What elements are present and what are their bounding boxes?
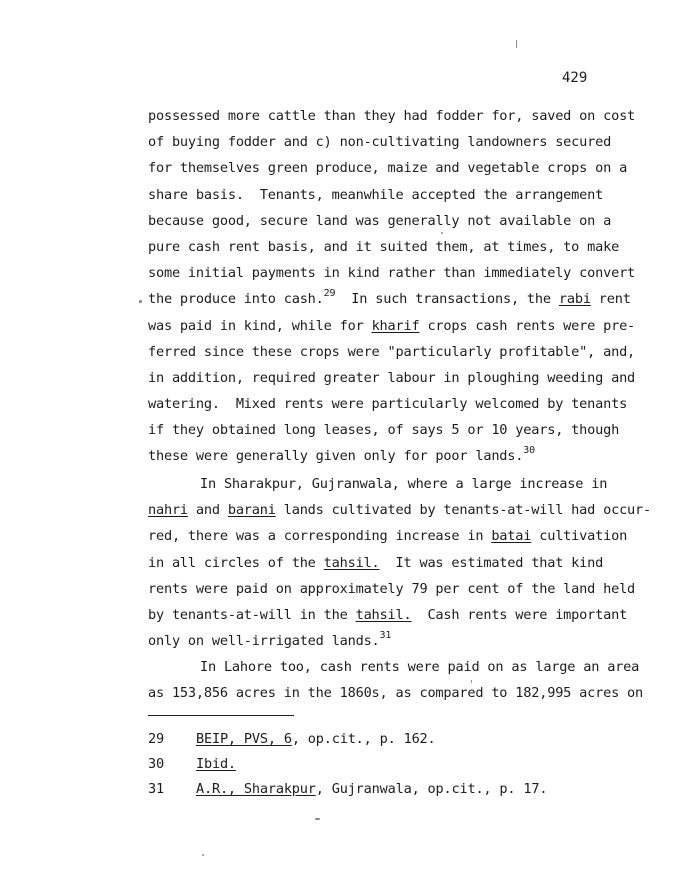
text-line: possessed more cattle than they had fodder for, saved on cost bbox=[148, 108, 636, 124]
text-line: in addition, required greater labour in ploughing weeding and bbox=[148, 369, 636, 386]
footnote-29 bbox=[148, 731, 436, 747]
text-line: if they obtained long leases, of says 5 or 10 years, though bbox=[148, 422, 620, 439]
text-line: some initial payments in kind rather than immediately convert bbox=[148, 265, 636, 282]
text-line: In Sharakpur, Gujranwala, where a large increase in bbox=[200, 476, 608, 492]
footnote-number: 29 bbox=[148, 731, 164, 747]
scan-speck bbox=[315, 818, 320, 820]
term-tahsil: tahsil. bbox=[323, 554, 380, 571]
scan-speck bbox=[139, 300, 142, 303]
text-line: of buying fodder and c) non-cultivating landowners secured bbox=[148, 134, 612, 151]
text-line: In Lahore too, cash rents were paid on as large an area bbox=[200, 659, 640, 675]
footnote-source: BEIP, PVS, 6 bbox=[196, 731, 292, 747]
body-paragraph-3 bbox=[148, 654, 648, 706]
footnote-citation: , Gujranwala, op.cit., p. 17. bbox=[315, 781, 548, 797]
text-line: only on well-irrigated lands.$^{31}$ bbox=[148, 629, 392, 650]
text-line: ferred since these crops were "particularly profitable", and, bbox=[148, 343, 636, 360]
scan-speck bbox=[471, 680, 472, 683]
footnote-ref-30: 30 bbox=[523, 444, 535, 456]
text-line: pure cash rent basis, and it suited them, at times, to make bbox=[148, 238, 620, 255]
footnote-number: 30 bbox=[148, 756, 164, 772]
scan-speck bbox=[516, 40, 517, 48]
term-nahri: nahri bbox=[148, 502, 188, 519]
footnote-source: Ibid. bbox=[196, 756, 236, 772]
term-barani: barani bbox=[227, 502, 276, 519]
text-line: nahri and barani lands cultivated by tenants-at-will had occur- bbox=[148, 502, 652, 519]
scan-speck bbox=[202, 854, 204, 856]
term-rabi: rabi bbox=[558, 291, 591, 308]
footnote-number: 31 bbox=[148, 781, 164, 797]
text-line: the produce into cash.$^{29}$ In such transactions, the rabi rent bbox=[148, 287, 631, 308]
text-line: share basis. Tenants, meanwhile accepted the arrangement bbox=[148, 186, 604, 203]
text-line: for themselves green produce, maize and vegetable crops on a bbox=[148, 160, 628, 177]
text-line: as 153,856 acres in the 1860s, as compared to 182,995 acres on bbox=[148, 685, 644, 702]
term-batai: batai bbox=[491, 528, 532, 545]
footnote-divider bbox=[148, 715, 294, 716]
scan-speck bbox=[441, 232, 443, 234]
text-line: red, there was a corresponding increase in batai cultivation bbox=[148, 528, 628, 545]
footnote-31 bbox=[148, 781, 547, 797]
text-line: in all circles of the tahsil. It was estimated that kind bbox=[148, 554, 604, 571]
footnote-citation: , op.cit., p. 162. bbox=[291, 731, 436, 747]
text-line: because good, secure land was generally not available on a bbox=[148, 212, 612, 229]
footnote-ref-29: 29 bbox=[323, 287, 336, 299]
body-paragraph-1 bbox=[148, 103, 648, 470]
footnote-ref-31: 31 bbox=[379, 629, 392, 641]
text-line: by tenants-at-will in the tahsil. Cash rents were important bbox=[148, 606, 628, 623]
footnote-30 bbox=[148, 756, 236, 772]
footnote-source: A.R., Sharakpur bbox=[196, 781, 316, 797]
body-paragraph-2 bbox=[148, 471, 652, 654]
term-kharif: kharif bbox=[371, 317, 420, 334]
text-line: rents were paid on approximately 79 per cent of the land held bbox=[148, 580, 636, 597]
text-line: watering. Mixed rents were particularly welcomed by tenants bbox=[148, 396, 628, 413]
text-line: was paid in kind, while for kharif crops cash rents were pre- bbox=[148, 317, 636, 334]
term-tahsil: tahsil. bbox=[355, 606, 412, 623]
text-line: these were generally given only for poor lands.$^{30}$ bbox=[148, 444, 535, 465]
page-number: 429 bbox=[562, 70, 588, 86]
